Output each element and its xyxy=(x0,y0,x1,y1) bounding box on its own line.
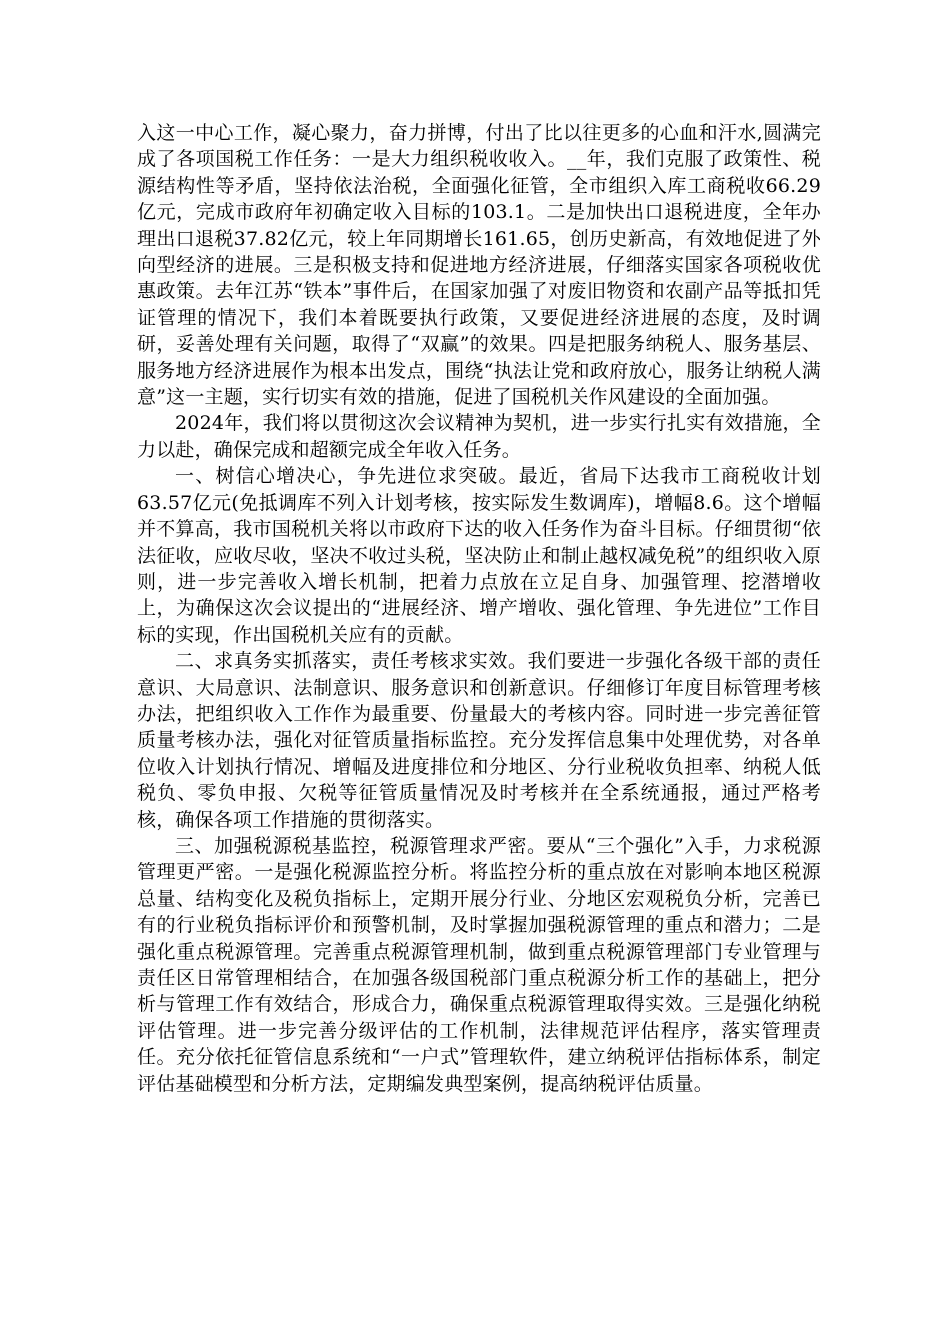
paragraph-point-three: 三、加强税源税基监控，税源管理求严密。要从“三个强化”入手，力求税源管理更严密。一是强化税源监控分析。将监控分析的重点放在对影响本地区税源总量、结构变化及税负指标上，定期开展分行业、分地区宏观税负分析，完善已有的行业税负指标评价和预警机制，及时掌握加强税源管理的重点和潜力；二是强化重点税源管理。完善重点税源管理机制，做到重点税源管理部门专业管理与责任区日常管理相结合，在加强各级国税部门重点税源分析工作的基础上，把分析与管理工作有效结合，形成合力，确保重点税源管理取得实效。三是强化纳税评估管理。进一步完善分级评估的工作机制，法律规范评估程序，落实管理责任。充分依托征管信息系统和“一户式”管理软件，建立纳税评估指标体系，制定评估基础模型和分析方法，定期编发典型案例，提高纳税评估质量。 xyxy=(137,834,821,1095)
paragraph-work-summary: 入这一中心工作，凝心聚力，奋力拼博，付出了比以往更多的心血和汗水,圆满完成了各项国税工作任务：一是大力组织税收收入。__年，我们克服了政策性、税源结构性等矛盾，坚持依法治税，全面强化征管，全市组织入库工商税收66.29亿元，完成市政府年初确定收入目标的103.1。二是加快出口退税进度，全年办理出口退税37.82亿元，较上年同期增长161.65，创历史新高，有效地促进了外向型经济的进展。三是积极支持和促进地方经济进展，仔细落实国家各项税收优惠政策。去年江苏“铁本”事件后，在国家加强了对废旧物资和农副产品等抵扣凭证管理的情况下，我们本着既要执行政策，又要促进经济进展的态度，及时调研，妥善处理有关问题，取得了“双赢”的效果。四是把服务纳税人、服务基层、服务地方经济进展作为根本出发点，围绕“执法让党和政府放心，服务让纳税人满意”这一主题，实行切实有效的措施，促进了国税机关作风建设的全面加强。 xyxy=(137,122,821,409)
paragraph-point-two: 二、求真务实抓落实，责任考核求实效。我们要进一步强化各级干部的责任意识、大局意识、法制意识、服务意识和创新意识。仔细修订年度目标管理考核办法，把组织收入工作作为最重要、份量最大的考核内容。同时进一步完善征管质量考核办法，强化对征管质量指标监控。充分发挥信息集中处理优势，对各单位收入计划执行情况、增幅及进度排位和分地区、分行业税收负担率、纳税人低税负、零负申报、欠税等征管质量情况及时考核并在全系统通报，通过严格考核，确保各项工作措施的贯彻落实。 xyxy=(137,650,821,831)
document-body xyxy=(137,120,821,1097)
paragraph-point-one: 一、树信心增决心，争先进位求突破。最近，省局下达我市工商税收计划63.57亿元(免抵调库不列入计划考核，按实际发生数调库)，增幅8.6。这个增幅并不算高，我市国税机关将以市政府下达的收入任务作为奋斗目标。仔细贯彻“依法征收，应收尽收，坚决不收过头税，坚决防止和制止越权减免税”的组织收入原则，进一步完善收入增长机制，把着力点放在立足自身、加强管理、挖潜增收上，为确保这次会议提出的“进展经济、增产增收、强化管理、争先进位”工作目标的实现，作出国税机关应有的贡献。 xyxy=(137,465,821,646)
paragraph-2024-plan: 2024年，我们将以贯彻这次会议精神为契机，进一步实行扎实有效措施，全力以赴，确保完成和超额完成全年收入任务。 xyxy=(137,412,821,461)
